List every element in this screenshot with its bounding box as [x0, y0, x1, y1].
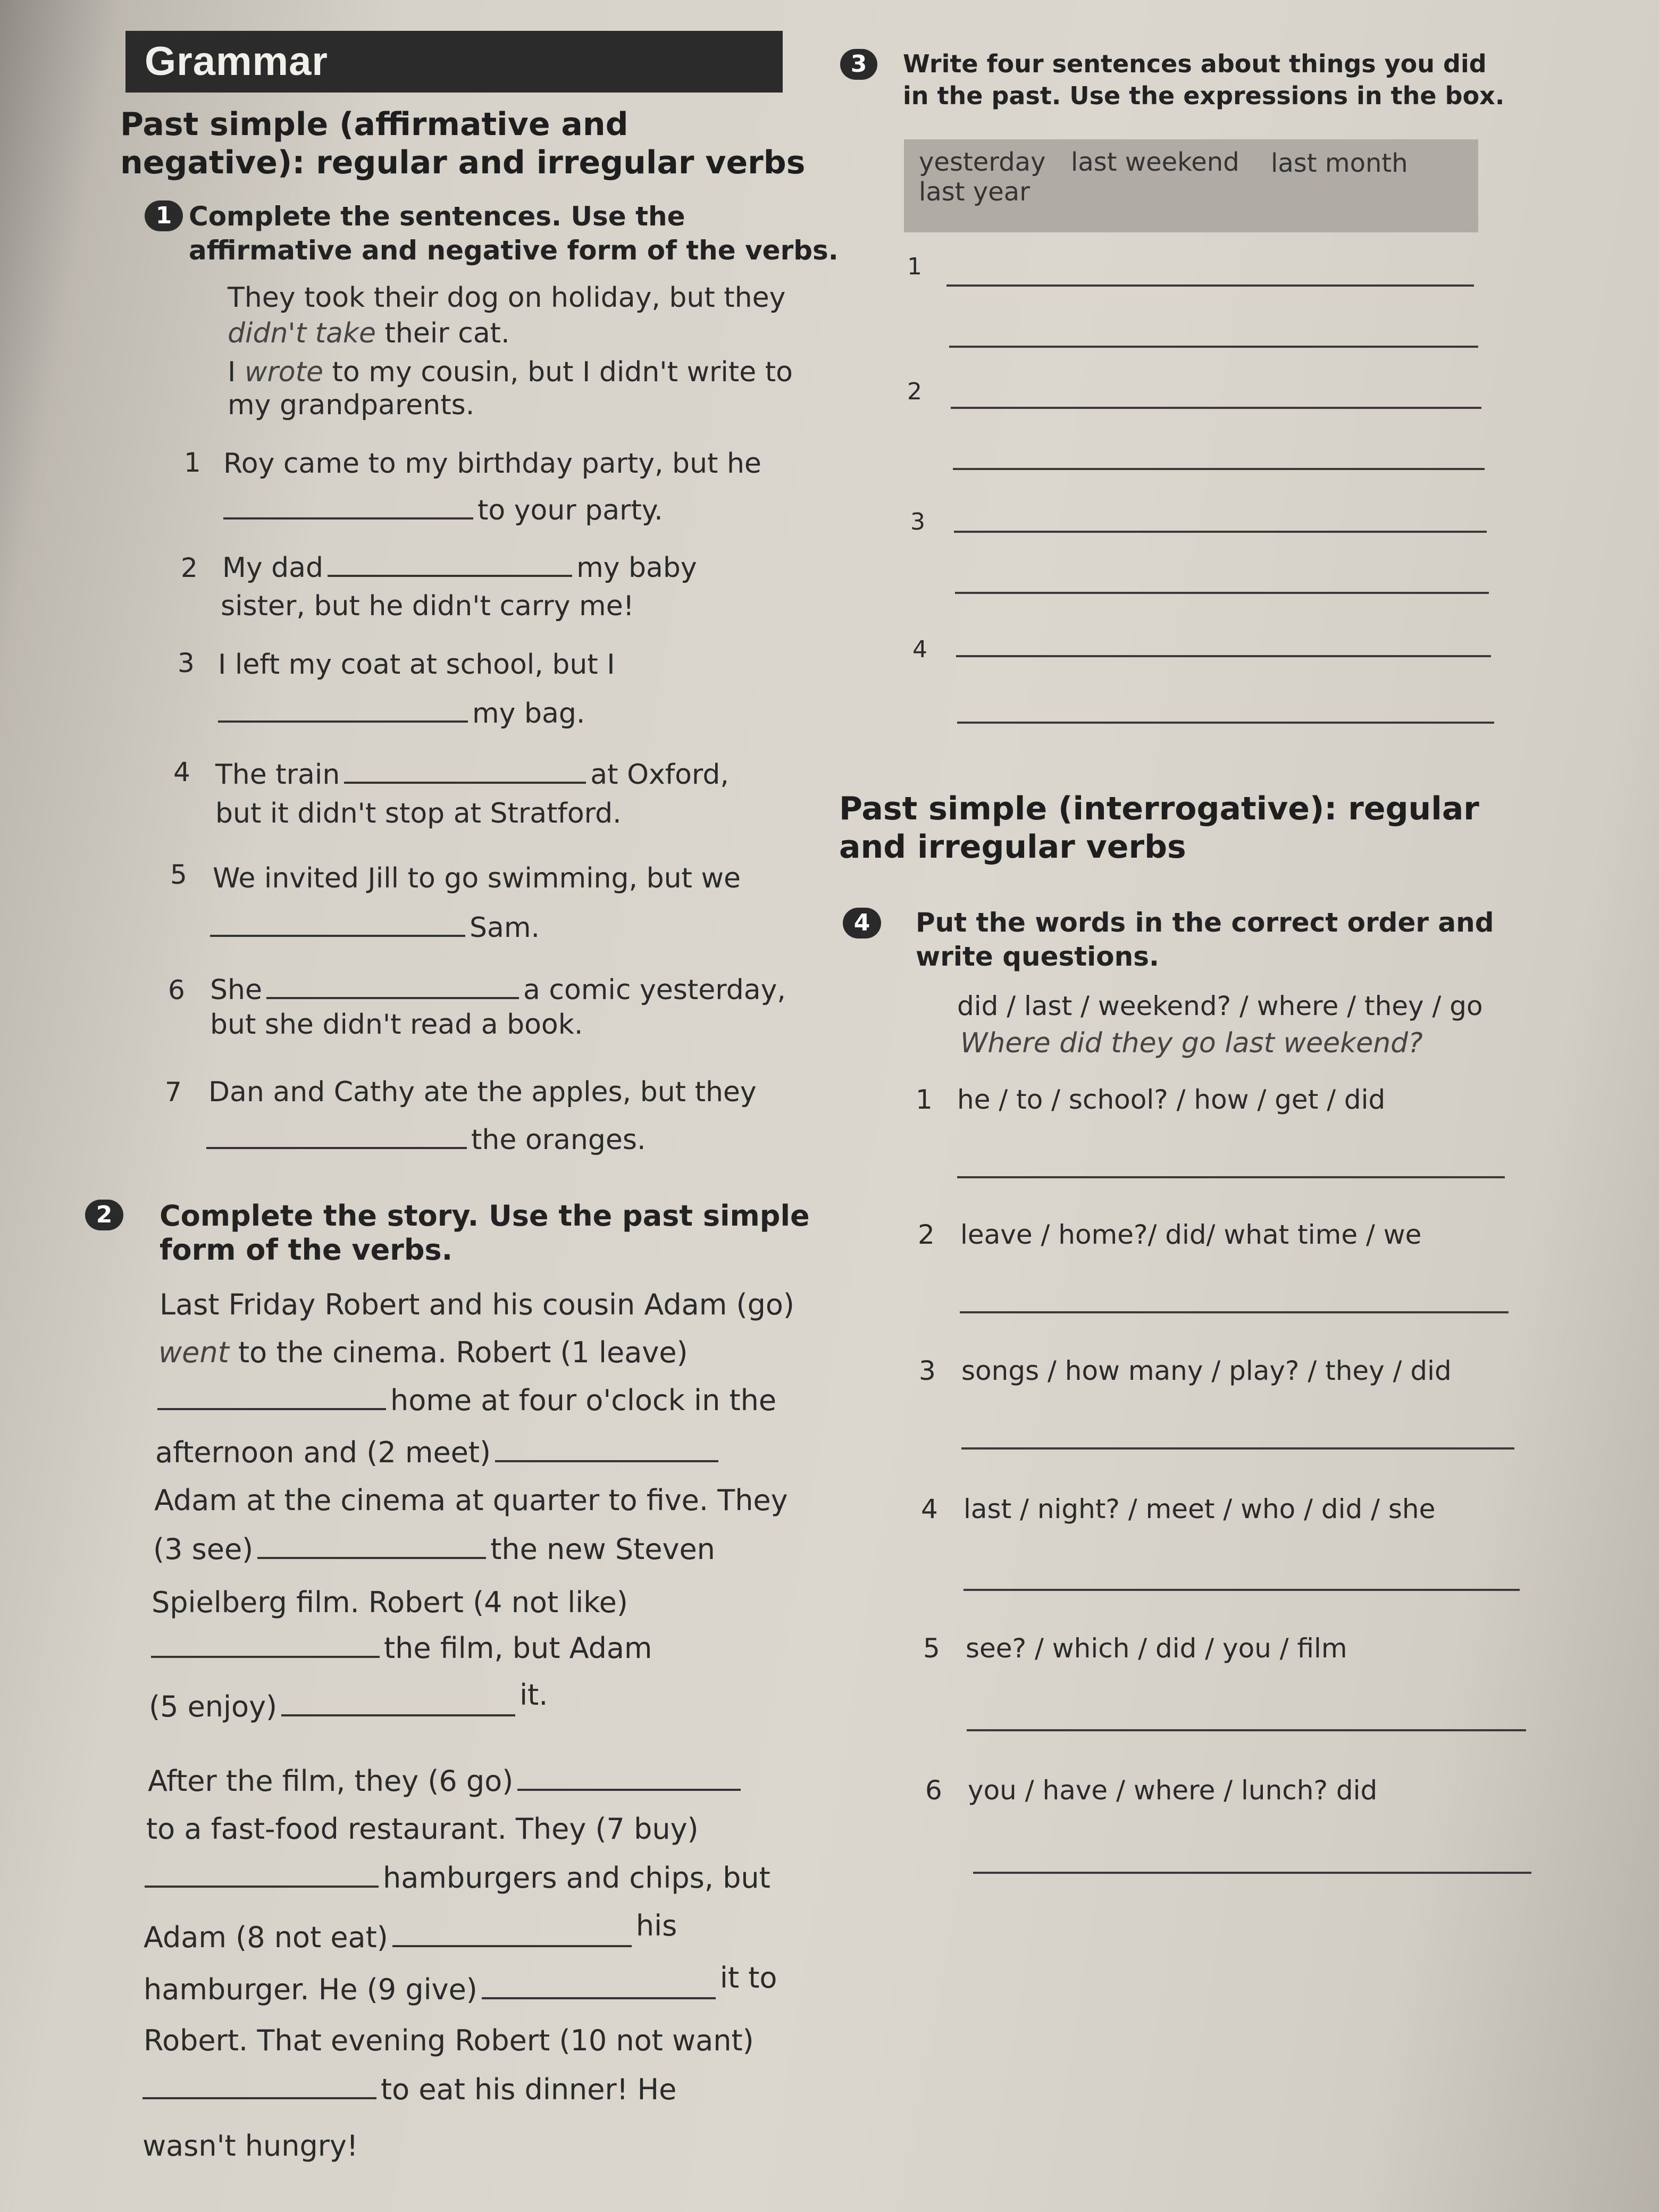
story-text: the film, but Adam — [384, 1631, 652, 1665]
heading-line: Past simple (affirmative and — [120, 106, 629, 143]
item-1-line1: Roy came to my birthday party, but he — [223, 448, 761, 480]
writing-line[interactable] — [957, 722, 1494, 724]
story-text: hamburgers and chips, but — [383, 1861, 770, 1895]
story-text: After the film, they (6 go) — [148, 1764, 514, 1798]
item-7-line1: Dan and Cathy ate the apples, but they — [208, 1076, 757, 1108]
story-line[interactable] — [155, 1436, 723, 1470]
answer-blank[interactable] — [143, 2097, 376, 2099]
line-number: 1 — [907, 253, 922, 280]
story-text: afternoon and (2 meet) — [155, 1436, 491, 1469]
item-number: 7 — [165, 1077, 182, 1108]
instruction-line: Complete the story. Use the past simple — [160, 1199, 810, 1233]
item-number: 5 — [923, 1633, 940, 1664]
expressions-box — [904, 139, 1478, 232]
answer-line[interactable] — [963, 1589, 1520, 1591]
answer-line[interactable] — [973, 1872, 1531, 1874]
item-number: 5 — [170, 859, 187, 890]
example-answer: wrote — [244, 356, 323, 388]
heading-line: and irregular verbs — [839, 828, 1186, 866]
exercise-4-instruction — [916, 906, 1494, 974]
answer-blank[interactable] — [328, 575, 572, 577]
answer-blank[interactable] — [151, 1656, 380, 1658]
answer-blank[interactable] — [266, 997, 519, 999]
story-line[interactable] — [144, 1961, 777, 2007]
writing-line[interactable] — [946, 284, 1474, 287]
answer-blank[interactable] — [392, 1945, 632, 1947]
example-sentence-b-line1 — [228, 355, 793, 389]
line-number: 2 — [907, 378, 922, 405]
exercise-number-badge: 3 — [840, 49, 877, 80]
answer-blank[interactable] — [206, 1147, 467, 1149]
exercise-number-badge: 2 — [85, 1200, 123, 1230]
item-6-line1[interactable] — [210, 973, 786, 1007]
item-2-line2: sister, but he didn't carry me! — [221, 590, 634, 622]
item-number: 4 — [921, 1494, 938, 1524]
instruction-line: write questions. — [916, 941, 1160, 972]
writing-line[interactable] — [955, 592, 1489, 594]
answer-blank[interactable] — [257, 1557, 486, 1559]
question-prompt: you / have / where / lunch? did — [968, 1775, 1378, 1806]
example-sentence-a-line2 — [228, 316, 510, 350]
item-number: 2 — [181, 552, 198, 583]
story-line: to a fast-food restaurant. They (7 buy) — [146, 1812, 699, 1846]
item-4-line2: but it didn't stop at Stratford. — [215, 798, 622, 830]
story-line[interactable] — [144, 1909, 677, 1955]
instruction-line: Write four sentences about things you did — [903, 49, 1487, 78]
story-text: (5 enjoy) — [149, 1690, 278, 1723]
question-prompt: he / to / school? / how / get / did — [957, 1084, 1386, 1115]
item-number: 6 — [168, 975, 185, 1006]
example-text: their cat. — [376, 317, 510, 349]
writing-line[interactable] — [951, 407, 1481, 409]
item-number: 3 — [178, 648, 195, 678]
line-number: 4 — [912, 636, 927, 663]
expression-item: yesterday — [919, 147, 1046, 177]
instruction-line: in the past. Use the expressions in the box. — [903, 81, 1505, 110]
answer-blank[interactable] — [218, 720, 468, 723]
expression-item: last year — [919, 177, 1030, 207]
exercise-number-badge: 4 — [843, 908, 881, 939]
writing-line[interactable] — [956, 655, 1491, 657]
story-text: (3 see) — [153, 1532, 254, 1566]
story-line: Spielberg film. Robert (4 not like) — [152, 1586, 628, 1619]
answer-blank[interactable] — [344, 782, 586, 784]
item-text: at Oxford, — [590, 759, 729, 791]
story-line: Robert. That evening Robert (10 not want) — [144, 2024, 754, 2057]
story-line — [158, 1336, 688, 1370]
answer-blank[interactable] — [495, 1460, 718, 1462]
item-text: My dad — [222, 552, 324, 584]
story-text: it. — [520, 1678, 548, 1712]
answer-blank[interactable] — [145, 1886, 379, 1888]
story-line[interactable] — [149, 1678, 548, 1724]
section-heading-past-simple-interrogative — [839, 790, 1479, 866]
item-text: Sam. — [470, 912, 540, 944]
answer-line[interactable] — [957, 1176, 1505, 1178]
answer-line[interactable] — [961, 1447, 1514, 1449]
writing-line[interactable] — [954, 531, 1487, 533]
story-text: hamburger. He (9 give) — [144, 1973, 477, 2006]
exercise-3-instruction — [903, 48, 1504, 112]
answer-blank[interactable] — [157, 1408, 386, 1410]
heading-line: negative): regular and irregular verbs — [120, 144, 806, 181]
item-text: to your party. — [477, 495, 663, 526]
answer-blank[interactable] — [482, 1997, 716, 1999]
item-text: my baby — [576, 552, 697, 584]
instruction-line: Put the words in the correct order and — [916, 907, 1494, 938]
story-text: to the cinema. Robert (1 leave) — [229, 1336, 688, 1369]
item-6-line2: but she didn't read a book. — [210, 1009, 583, 1041]
story-text: it to — [719, 1961, 777, 1995]
instruction-line: form of the verbs. — [160, 1233, 453, 1267]
answer-blank[interactable] — [223, 517, 473, 520]
story-line: Last Friday Robert and his cousin Adam (go) — [160, 1288, 794, 1321]
instruction-line: affirmative and negative form of the verbs. — [189, 235, 839, 266]
example-text: to my cousin, but I didn't write to — [323, 356, 793, 388]
example-prompt: did / last / weekend? / where / they / go — [957, 991, 1483, 1021]
example-sentence-a-line1: They took their dog on holiday, but they — [228, 282, 786, 314]
item-number: 2 — [918, 1219, 935, 1250]
expression-item: last month — [1271, 148, 1408, 178]
section-header-grammar: Grammar — [125, 31, 783, 93]
item-text: a comic yesterday, — [523, 974, 786, 1006]
example-answer: didn't take — [228, 317, 376, 349]
heading-line: Past simple (interrogative): regular — [839, 790, 1479, 827]
item-number: 4 — [173, 757, 190, 787]
example-answer: went — [158, 1336, 229, 1369]
item-text: The train — [215, 759, 340, 791]
story-text: Adam (8 not eat) — [144, 1921, 388, 1954]
story-line[interactable] — [151, 1631, 652, 1665]
item-7-line2[interactable] — [206, 1123, 646, 1157]
story-line[interactable] — [143, 2073, 676, 2107]
item-1-line2[interactable] — [223, 493, 663, 527]
item-text: She — [210, 974, 262, 1006]
item-number: 6 — [925, 1775, 942, 1806]
section-heading-past-simple-affirmative — [120, 105, 805, 182]
story-text: to eat his dinner! He — [381, 2073, 677, 2106]
item-3-line1: I left my coat at school, but I — [218, 649, 615, 681]
example-text: I — [228, 356, 245, 388]
example-sentence-b-line2: my grandparents. — [228, 389, 475, 421]
item-4-line1[interactable] — [215, 758, 729, 792]
answer-blank[interactable] — [281, 1714, 515, 1716]
item-5-line2[interactable] — [210, 911, 540, 945]
answer-line[interactable] — [960, 1311, 1509, 1313]
item-text: the oranges. — [471, 1124, 646, 1156]
item-number: 1 — [916, 1084, 933, 1115]
item-number: 3 — [919, 1355, 936, 1386]
story-line[interactable] — [153, 1532, 715, 1566]
story-line: Adam at the cinema at quarter to five. They — [154, 1484, 788, 1517]
question-prompt: see? / which / did / you / film — [966, 1633, 1347, 1664]
exercise-number-badge: 1 — [145, 200, 183, 231]
exercise-2-instruction — [160, 1199, 810, 1267]
line-number: 3 — [910, 508, 925, 535]
item-text: my bag. — [472, 698, 585, 730]
story-text: the new Steven — [490, 1532, 715, 1566]
story-line[interactable] — [145, 1861, 770, 1895]
question-prompt: leave / home?/ did/ what time / we — [960, 1219, 1422, 1250]
example-answer: Where did they go last weekend? — [960, 1027, 1423, 1059]
instruction-line: Complete the sentences. Use the — [189, 201, 685, 232]
answer-blank[interactable] — [517, 1789, 741, 1791]
exercise-1-instruction — [189, 199, 839, 267]
question-prompt: last / night? / meet / who / did / she — [963, 1494, 1436, 1524]
question-prompt: songs / how many / play? / they / did — [961, 1355, 1452, 1386]
item-number: 1 — [184, 447, 201, 478]
story-line: wasn't hungry! — [143, 2129, 358, 2163]
story-text: his — [635, 1909, 677, 1942]
story-line[interactable] — [148, 1764, 745, 1798]
expression-item: last weekend — [1071, 147, 1239, 177]
item-3-line2[interactable] — [218, 697, 585, 731]
writing-line[interactable] — [949, 346, 1478, 348]
item-5-line1: We invited Jill to go swimming, but we — [213, 862, 741, 894]
item-2-line1[interactable] — [222, 551, 697, 585]
writing-line[interactable] — [953, 468, 1485, 470]
story-line[interactable] — [157, 1384, 776, 1418]
story-text: home at four o'clock in the — [390, 1384, 777, 1417]
answer-line[interactable] — [967, 1729, 1526, 1731]
answer-blank[interactable] — [210, 935, 465, 937]
